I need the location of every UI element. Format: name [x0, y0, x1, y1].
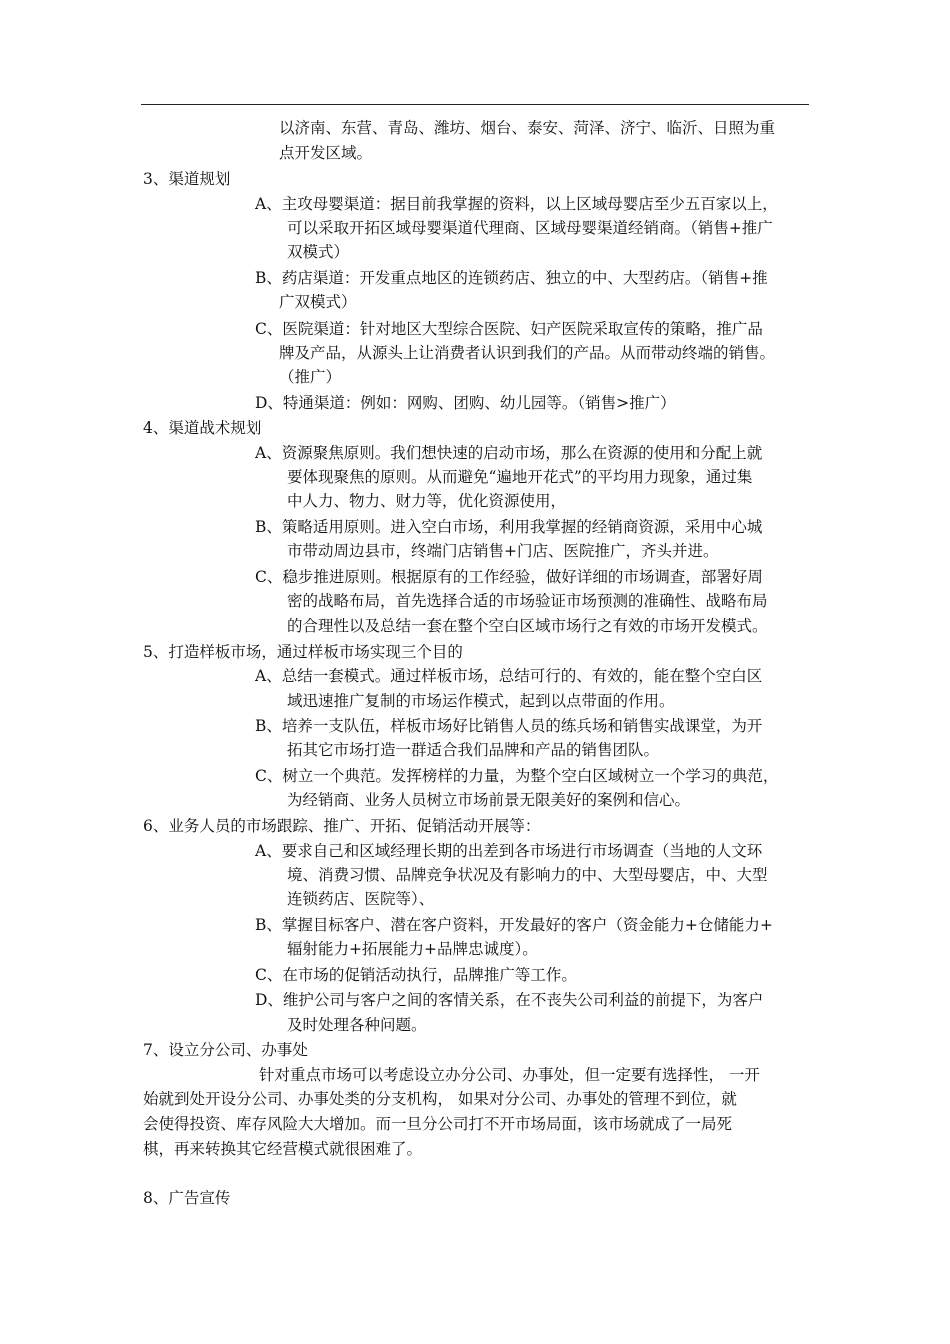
text-line: 牌及产品，从源头上让消费者认识到我们的产品。从而带动终端的销售。 — [279, 344, 776, 362]
text-line: A、要求自己和区域经理长期的出差到各市场进行市场调查（当地的人文环 — [255, 842, 763, 860]
section-heading-3: 3、渠道规划 — [143, 170, 231, 188]
text-line: 棋，再来转换其它经营模式就很困难了。 — [143, 1140, 423, 1158]
text-line: A、总结一套模式。通过样板市场，总结可行的、有效的，能在整个空白区 — [255, 667, 763, 685]
text-line: B、药店渠道：开发重点地区的连锁药店、独立的中、大型药店。（销售+推 — [255, 269, 768, 287]
text-line: C、在市场的促销活动执行，品牌推广等工作。 — [255, 966, 577, 984]
text-line: 域迅速推广复制的市场运作模式，起到以点带面的作用。 — [287, 692, 675, 710]
text-line: A、主攻母婴渠道：据目前我掌握的资料，以上区域母婴店至少五百家以上， — [255, 195, 778, 213]
text-line: A、资源聚焦原则。我们想快速的启动市场，那么在资源的使用和分配上就 — [255, 444, 763, 462]
text-line: 以济南、东营、青岛、潍坊、烟台、泰安、菏泽、济宁、临沂、日照为重 — [279, 119, 776, 137]
text-line: 要体现聚焦的原则。从而避免“遍地开花式”的平均用力现象，通过集 — [287, 468, 753, 486]
text-line: 的合理性以及总结一套在整个空白区域市场行之有效的市场开发模式。 — [287, 617, 768, 635]
text-line: 针对重点市场可以考虑设立办分公司、办事处，但一定要有选择性， 一开 — [259, 1066, 760, 1084]
text-line: B、培养一支队伍，样板市场好比销售人员的练兵场和销售实战课堂，为开 — [255, 717, 763, 735]
text-line: 广双模式） — [279, 293, 357, 311]
text-line: 会使得投资、库存风险大大增加。而一旦分公司打不开市场局面，该市场就成了一局死 — [143, 1115, 733, 1133]
text-line: 境、消费习惯、品牌竞争状况及有影响力的中、大型母婴店，中、大型 — [287, 866, 768, 884]
text-line: C、稳步推进原则。根据原有的工作经验，做好详细的市场调查，部署好周 — [255, 568, 763, 586]
text-line: （推广） — [279, 368, 342, 386]
text-line: 连锁药店、医院等）、 — [287, 890, 435, 908]
text-line: D、特通渠道：例如：网购、团购、幼儿园等。（销售>推广） — [255, 394, 676, 412]
section-heading-5: 5、打造样板市场，通过样板市场实现三个目的 — [143, 643, 463, 661]
text-line: 可以采取开拓区域母婴渠道代理商、区域母婴渠道经销商。（销售+推广 — [287, 219, 773, 237]
text-line: 拓其它市场打造一群适合我们品牌和产品的销售团队。 — [287, 741, 660, 759]
section-heading-6: 6、业务人员的市场跟踪、推广、开拓、促销活动开展等： — [143, 817, 541, 835]
text-line: 市带动周边县市，终端门店销售+门店、医院推广，齐头并进。 — [287, 542, 719, 560]
text-line: 密的战略布局，首先选择合适的市场验证市场预测的准确性、战略布局 — [287, 592, 768, 610]
text-line: C、树立一个典范。发挥榜样的力量，为整个空白区域树立一个学习的典范， — [255, 767, 779, 785]
text-line: 及时处理各种问题。 — [287, 1016, 427, 1034]
text-line: C、医院渠道：针对地区大型综合医院、妇产医院采取宣传的策略，推广品 — [255, 320, 763, 338]
section-heading-8: 8、广告宣传 — [143, 1189, 231, 1207]
header-rule — [141, 104, 809, 105]
text-line: 始就到处开设分公司、办事处类的分支机构， 如果对分公司、办事处的管理不到位，就 — [143, 1090, 737, 1108]
text-line: 双模式） — [287, 243, 350, 261]
text-line: 为经销商、业务人员树立市场前景无限美好的案例和信心。 — [287, 791, 691, 809]
section-heading-4: 4、渠道战术规划 — [143, 419, 262, 437]
text-line: 辐射能力+拓展能力+品牌忠诚度）。 — [287, 940, 538, 958]
section-heading-7: 7、设立分公司、办事处 — [143, 1041, 308, 1059]
text-line: D、维护公司与客户之间的客情关系，在不丧失公司利益的前提下，为客户 — [255, 991, 764, 1009]
text-line: 中人力、物力、财力等，优化资源使用， — [287, 492, 567, 510]
text-line: B、掌握目标客户、潜在客户资料，开发最好的客户（资金能力+仓储能力+ — [255, 916, 773, 934]
text-line: 点开发区域。 — [279, 144, 373, 162]
text-line: B、策略适用原则。进入空白市场，利用我掌握的经销商资源，采用中心城 — [255, 518, 763, 536]
